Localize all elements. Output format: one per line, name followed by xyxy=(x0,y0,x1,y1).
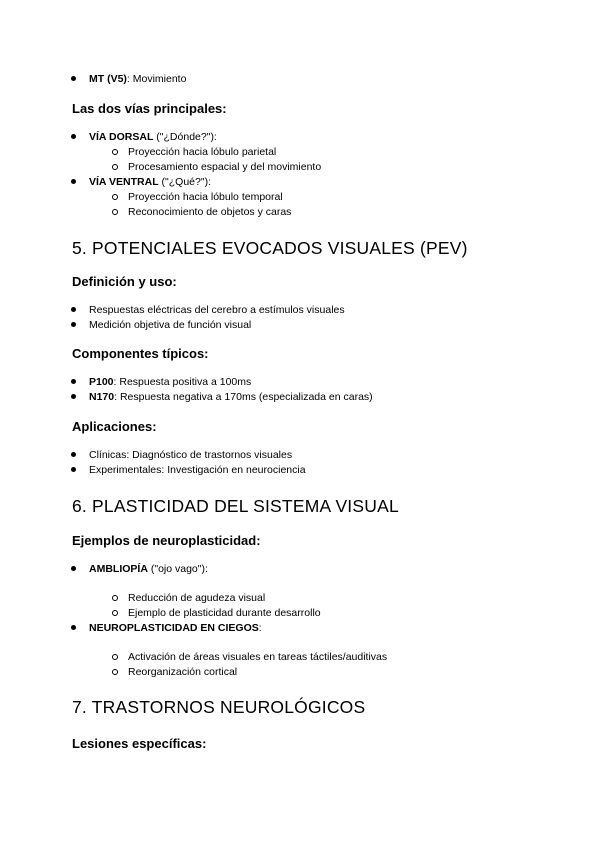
bullet-icon xyxy=(71,394,76,399)
bullet-icon xyxy=(71,379,76,384)
bullet-icon xyxy=(71,134,76,139)
bullet-icon xyxy=(71,179,76,184)
item-term: VÍA VENTRAL xyxy=(89,176,159,188)
heading-componentes: Componentes típicos: xyxy=(72,346,209,361)
sub-item-text: Ejemplo de plasticidad durante desarrollo xyxy=(128,607,321,619)
circle-bullet-icon xyxy=(112,669,118,675)
sub-item-text: Procesamiento espacial y del movimiento xyxy=(128,161,322,173)
sub-item-text: Activación de áreas visuales en tareas táctiles/auditivas xyxy=(128,651,388,663)
item-text: : Movimiento xyxy=(126,73,187,85)
item-text: Medición objetiva de función visual xyxy=(89,319,252,331)
item-text: : xyxy=(258,622,262,634)
circle-bullet-icon xyxy=(112,209,118,215)
heading-vias-principales: Las dos vías principales: xyxy=(72,101,227,116)
sub-item xyxy=(128,205,291,219)
sub-item-text: Proyección hacia lóbulo parietal xyxy=(128,146,277,158)
bullet-icon xyxy=(71,307,76,312)
item-term: AMBLIOPÍA xyxy=(89,563,148,575)
list-item xyxy=(89,303,345,317)
sub-item-text: Reconocimiento de objetos y caras xyxy=(128,206,292,218)
circle-bullet-icon xyxy=(112,164,118,170)
heading-aplicaciones: Aplicaciones: xyxy=(72,419,157,434)
circle-bullet-icon xyxy=(112,595,118,601)
item-term: NEUROPLASTICIDAD EN CIEGOS xyxy=(89,622,259,634)
section-5-title: 5. POTENCIALES EVOCADOS VISUALES (PEV) xyxy=(72,238,468,258)
item-term: MT (V5) xyxy=(89,73,127,85)
sub-item-text: Reorganización cortical xyxy=(128,666,238,678)
sub-item xyxy=(128,160,321,174)
sub-item xyxy=(128,190,283,204)
item-text: : Respuesta positiva a 100ms xyxy=(113,376,252,388)
circle-bullet-icon xyxy=(112,610,118,616)
section-7-title: 7. TRASTORNOS NEUROLÓGICOS xyxy=(72,697,366,717)
item-text: ("ojo vago"): xyxy=(147,563,208,575)
sub-item-text: Proyección hacia lóbulo temporal xyxy=(128,191,283,203)
item-text: : Respuesta negativa a 170ms (especializada en caras) xyxy=(114,391,373,403)
bullet-icon xyxy=(71,452,76,457)
item-term: P100 xyxy=(89,376,114,388)
bullet-icon xyxy=(71,467,76,472)
heading-lesiones: Lesiones específicas: xyxy=(72,736,207,751)
list-item-via-dorsal xyxy=(89,130,217,144)
item-text: ("¿Qué?"): xyxy=(158,176,212,188)
bullet-icon xyxy=(71,625,76,630)
list-item xyxy=(89,448,292,462)
list-item-p100 xyxy=(89,375,251,389)
sub-item xyxy=(128,606,321,620)
item-text: Experimentales: Investigación en neurociencia xyxy=(89,464,306,476)
circle-bullet-icon xyxy=(112,194,118,200)
sub-item xyxy=(128,650,387,664)
item-text: Respuestas eléctricas del cerebro a estímulos visuales xyxy=(89,304,345,316)
list-item-ciegos xyxy=(89,621,262,635)
heading-definicion: Definición y uso: xyxy=(72,274,177,289)
item-text: Clínicas: Diagnóstico de trastornos visuales xyxy=(89,449,293,461)
item-term: VÍA DORSAL xyxy=(89,131,154,143)
item-term: N170 xyxy=(89,391,115,403)
section-6-title: 6. PLASTICIDAD DEL SISTEMA VISUAL xyxy=(72,496,399,516)
circle-bullet-icon xyxy=(112,654,118,660)
bullet-icon xyxy=(71,76,76,81)
sub-item xyxy=(128,145,276,159)
circle-bullet-icon xyxy=(112,149,118,155)
list-item-via-ventral xyxy=(89,175,211,189)
list-item-mt-v5 xyxy=(89,72,186,86)
list-item xyxy=(89,318,251,332)
list-item-ambliopia xyxy=(89,562,208,576)
bullet-icon xyxy=(71,322,76,327)
bullet-icon xyxy=(71,566,76,571)
heading-neuroplasticidad: Ejemplos de neuroplasticidad: xyxy=(72,533,261,548)
item-text: ("¿Dónde?"): xyxy=(153,131,217,143)
sub-item xyxy=(128,665,237,679)
sub-item xyxy=(128,591,265,605)
list-item xyxy=(89,463,306,477)
list-item-n170 xyxy=(89,390,373,404)
sub-item-text: Reducción de agudeza visual xyxy=(128,592,266,604)
